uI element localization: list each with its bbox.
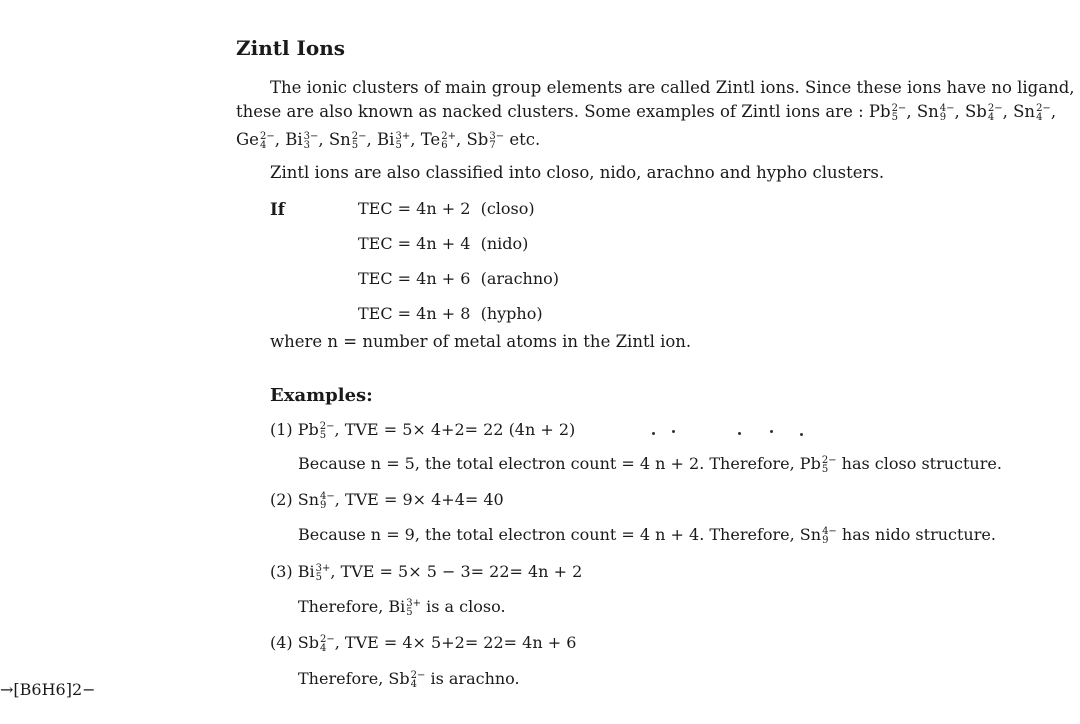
scan-speck	[738, 432, 741, 435]
ion-sn9-ex2: Sn 4− 9	[297, 490, 335, 511]
example-1-explanation: Because n = 5, the total electron count = 4 n + 2. Therefore, Pb 2− 5 has closo structure.	[298, 454, 1002, 475]
ion-sn9: Sn 4− 9	[916, 102, 955, 123]
ion-pb5-ex1b: Pb 2− 5	[799, 454, 837, 475]
ion-sn5: Sn 2− 5	[328, 130, 367, 151]
ion-bi5-ex3: Bi 3+ 5	[297, 562, 331, 583]
example-2-explanation: Because n = 9, the total electron count = 4 n + 4. Therefore, Sn 4− 9 has nido structure.	[298, 525, 996, 546]
section-title: Zintl Ions	[236, 36, 346, 60]
ion-pb5: Pb 2− 5	[868, 102, 907, 123]
ion-sb7: Sb 3− 7	[466, 130, 505, 151]
example-4-explanation: Therefore, Sb 2− 4 is arachno.	[298, 669, 520, 690]
ion-pb5-ex1: Pb 2− 5	[297, 420, 335, 441]
scan-speck	[672, 430, 675, 433]
intro-line-3: Ge 2− 4 , Bi 3− 3 , Sn 2− 5 , Bi 3+ 5 , Te 2+ 6 , Sb 3− 7 etc.	[236, 130, 541, 151]
ion-bi5-ex3b: Bi 3+ 5	[388, 597, 422, 618]
ion-bi3: Bi 3− 3	[285, 130, 319, 151]
intro-line-1: The ionic clusters of main group elements are called Zintl ions. Since these ions have no ligand,	[270, 78, 1075, 97]
classification-text: Zintl ions are also classified into closo, nido, arachno and hypho clusters.	[270, 163, 885, 182]
tec-rule-hypho: TEC = 4n + 8 (hypho)	[358, 304, 543, 323]
tec-rule-nido: TEC = 4n + 4 (nido)	[358, 234, 529, 253]
scan-speck	[770, 430, 773, 433]
where-text: where n = number of metal atoms in the Zintl ion.	[270, 332, 692, 351]
example-3-explanation: Therefore, Bi 3+ 5 is a closo.	[298, 597, 506, 618]
example-1-calc: (1) Pb 2− 5 , TVE = 5× 4+2= 22 (4n + 2)	[270, 420, 576, 441]
ion-sn4: Sn 2− 4	[1013, 102, 1051, 123]
intro-line-2: these are also known as nacked clusters. Some examples of Zintl ions are : Pb 2− 5 , Sn 4− 9 , Sb 2− 4 , Sn 2− 4 ,	[236, 102, 1057, 123]
ion-sb4-ex4: Sb 2− 4	[297, 633, 335, 654]
scan-speck	[800, 433, 803, 436]
tec-rule-closo: TEC = 4n + 2 (closo)	[358, 199, 535, 218]
if-label: If	[270, 200, 285, 219]
ion-sb4: Sb 2− 4	[965, 102, 1003, 123]
example-3-calc: (3) Bi 3+ 5 , TVE = 5× 5 − 3= 22= 4n + 2	[270, 562, 583, 583]
example-4-calc: (4) Sb 2− 4 , TVE = 4× 5+2= 22= 4n + 6	[270, 633, 577, 654]
ion-te6: Te 2+ 6	[420, 130, 456, 151]
tec-rule-arachno: TEC = 4n + 6 (arachno)	[358, 269, 560, 288]
examples-heading: Examples:	[270, 385, 373, 406]
margin-note: →[B6H6]2−	[0, 680, 96, 699]
ion-ge4: Ge 2− 4	[236, 130, 275, 151]
ion-sb4-ex4b: Sb 2− 4	[388, 669, 426, 690]
ion-sn9-ex2b: Sn 4− 9	[799, 525, 837, 546]
scan-speck	[652, 432, 655, 435]
example-2-calc: (2) Sn 4− 9 , TVE = 9× 4+4= 40	[270, 490, 504, 511]
ion-bi5: Bi 3+ 5	[377, 130, 411, 151]
